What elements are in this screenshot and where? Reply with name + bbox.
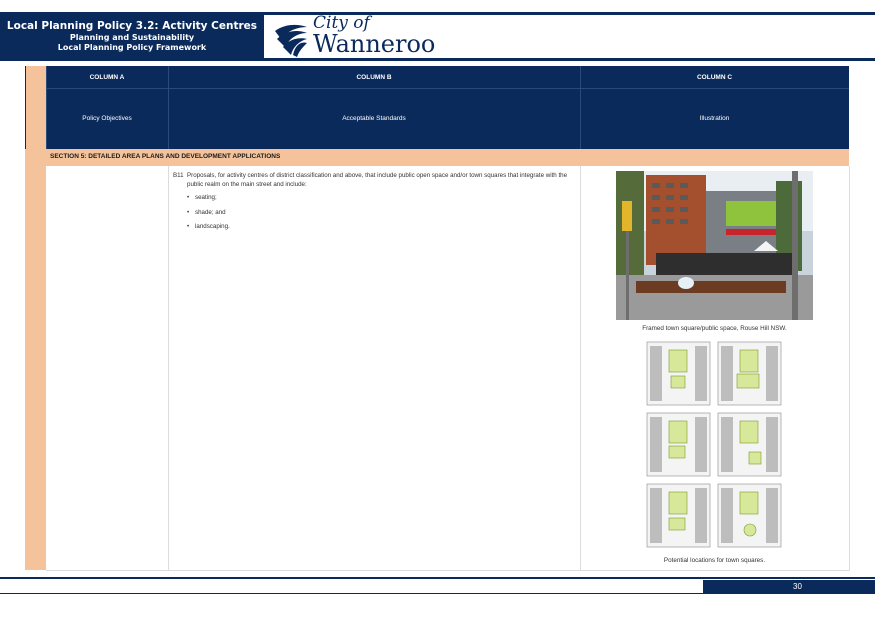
column-b-subheading: Acceptable Standards xyxy=(342,115,406,122)
column-b-label: COLUMN B xyxy=(356,74,392,81)
page-number: 30 xyxy=(793,582,802,591)
city-logo-text xyxy=(313,14,435,56)
left-margin-stripe xyxy=(25,66,46,570)
footer-rule xyxy=(0,577,875,579)
column-a-label: COLUMN A xyxy=(89,74,125,81)
bullet-item: • seating; xyxy=(195,194,578,203)
town-square-photo xyxy=(616,171,813,320)
header-row-divider xyxy=(46,88,849,89)
clause-number: B11 xyxy=(173,172,184,179)
col-divider xyxy=(25,66,26,149)
acceptable-standard xyxy=(173,172,578,238)
header-band xyxy=(0,15,264,61)
document-subtitle-2: Local Planning Policy Framework xyxy=(57,43,207,52)
town-square-plans xyxy=(645,340,785,550)
column-c-label: COLUMN C xyxy=(696,74,733,81)
footer-band xyxy=(703,580,875,594)
bullet-item: • landscaping. xyxy=(195,223,578,232)
document-title: Local Planning Policy 3.2: Activity Centres xyxy=(6,20,258,32)
bullet-item: • shade; and xyxy=(195,209,578,218)
logo-name: Wanneroo xyxy=(313,30,436,58)
clause-bullets xyxy=(187,194,578,232)
logo-city: City of xyxy=(313,13,370,33)
photo-caption: Framed town square/public space, Rouse Hill NSW. xyxy=(642,325,787,332)
body-col-divider xyxy=(168,166,169,570)
section-heading-row xyxy=(25,149,849,166)
body-col-divider xyxy=(580,166,581,570)
column-c-subheading: Illustration xyxy=(699,115,730,122)
section-heading: SECTION 5: DETAILED AREA PLANS AND DEVELOPMENT APPLICATIONS xyxy=(50,153,281,160)
document-subtitle-1: Planning and Sustainability xyxy=(69,33,195,42)
column-a-subheading: Policy Objectives xyxy=(82,115,132,122)
plans-caption: Potential locations for town squares. xyxy=(663,557,766,564)
footer-thin-rule xyxy=(0,593,703,594)
clause-text: Proposals, for activity centres of district classification and above, that include public open space and/or town squares that integrate with the public realm on the main street and include: xyxy=(187,172,568,188)
